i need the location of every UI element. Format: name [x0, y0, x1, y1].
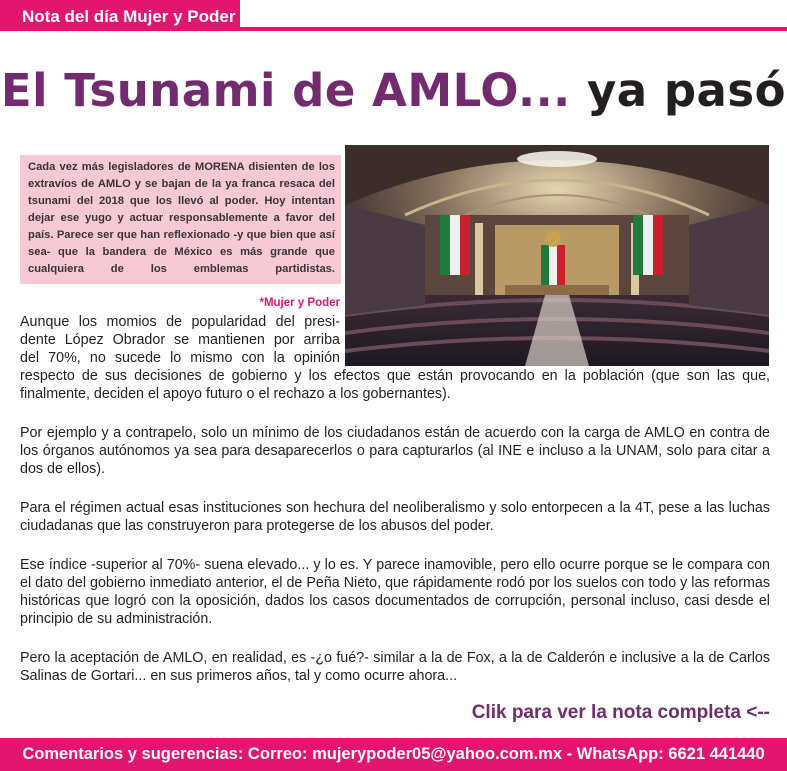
summary-line: tsunami del 2018 que los llevó al poder. Hoy intentan: [28, 195, 335, 207]
summary-line: país. Parece ser que han reflexionado -y que bien que así: [28, 229, 335, 241]
section-label: Nota del día Mujer y Poder: [0, 2, 240, 31]
summary-line: cualquiera de los emblemas partidistas.: [28, 263, 335, 275]
header-strip: [240, 0, 787, 27]
article-summary: [20, 155, 341, 284]
paragraph-line: dente López Obrador se mantienen por arriba: [20, 332, 340, 348]
paragraph1-narrow: [20, 313, 340, 367]
paragraph5: Pero la aceptación de AMLO, en realidad, es -¿o fué?- similar a la de Fox, a la de Calderón e inclusive a la de Carlos Salinas de Gortari... en sus primeros años, tal y como ocurre ahora...: [20, 650, 770, 684]
summary-line: extravíos de AMLO y se bajan de la ya franca resaca del: [28, 178, 335, 190]
footer-contact: Comentarios y sugerencias: Correo: mujerypoder05@yahoo.com.mx - WhatsApp: 6621 441440: [0, 738, 787, 771]
summary-line: sea- que la bandera de México es más grande que: [28, 246, 335, 258]
paragraph-line: del 70%, no sucede lo mismo con la opinión: [20, 350, 340, 366]
summary-line: dejar ese yugo y actuar responsablemente a favor del: [28, 212, 335, 224]
paragraph4: Ese índice -superior al 70%- suena elevado... y lo es. Y parece inamovible, pero ello ocurre porque se le compara con el dato del gobierno inmediato anterior, el de Peña Nieto, que rápidamente rodó por los suelos con todo y las reformas históricas que logró con la oposición, dados los casos documentados de corrupción, personal incluso, casi desde el principio de su administración.: [20, 557, 770, 627]
article-photo: [345, 145, 769, 366]
paragraph-line: Aunque los momios de popularidad del presi-: [20, 314, 340, 330]
summary-line: Cada vez más legisladores de MORENA disienten de los: [28, 161, 335, 173]
headline-part1: El Tsunami de AMLO...: [0, 64, 571, 117]
chamber-illustration: [345, 145, 769, 366]
paragraph1-rest: respecto de sus decisiones de gobierno y los efectos que están provocando en la población (que son las que, finalmente, deciden el apoyo futuro o el rechazo a los gobernantes).: [20, 368, 770, 402]
article-headline: [0, 58, 787, 124]
paragraph3: Para el régimen actual esas instituciones son hechura del neoliberalismo y solo entorpecen a la 4T, pese a las luchas ciudadanas que las construyeron para protegerse de los abusos del poder.: [20, 500, 770, 534]
headline-part2: ya pasó: [586, 64, 787, 117]
paragraph2: Por ejemplo y a contrapelo, solo un mínimo de los ciudadanos están de acuerdo con la carga de AMLO en contra de los órganos autónomos ya sea para desaparecerlos o para capturarlos (al INE e incluso a la UNAM, solo para citar a dos de ellos).: [20, 425, 770, 477]
header-rule: [240, 27, 787, 30]
read-full-note-link[interactable]: Clik para ver la nota completa <--: [471, 702, 770, 723]
photo-credit: *Mujer y Poder: [259, 297, 340, 309]
